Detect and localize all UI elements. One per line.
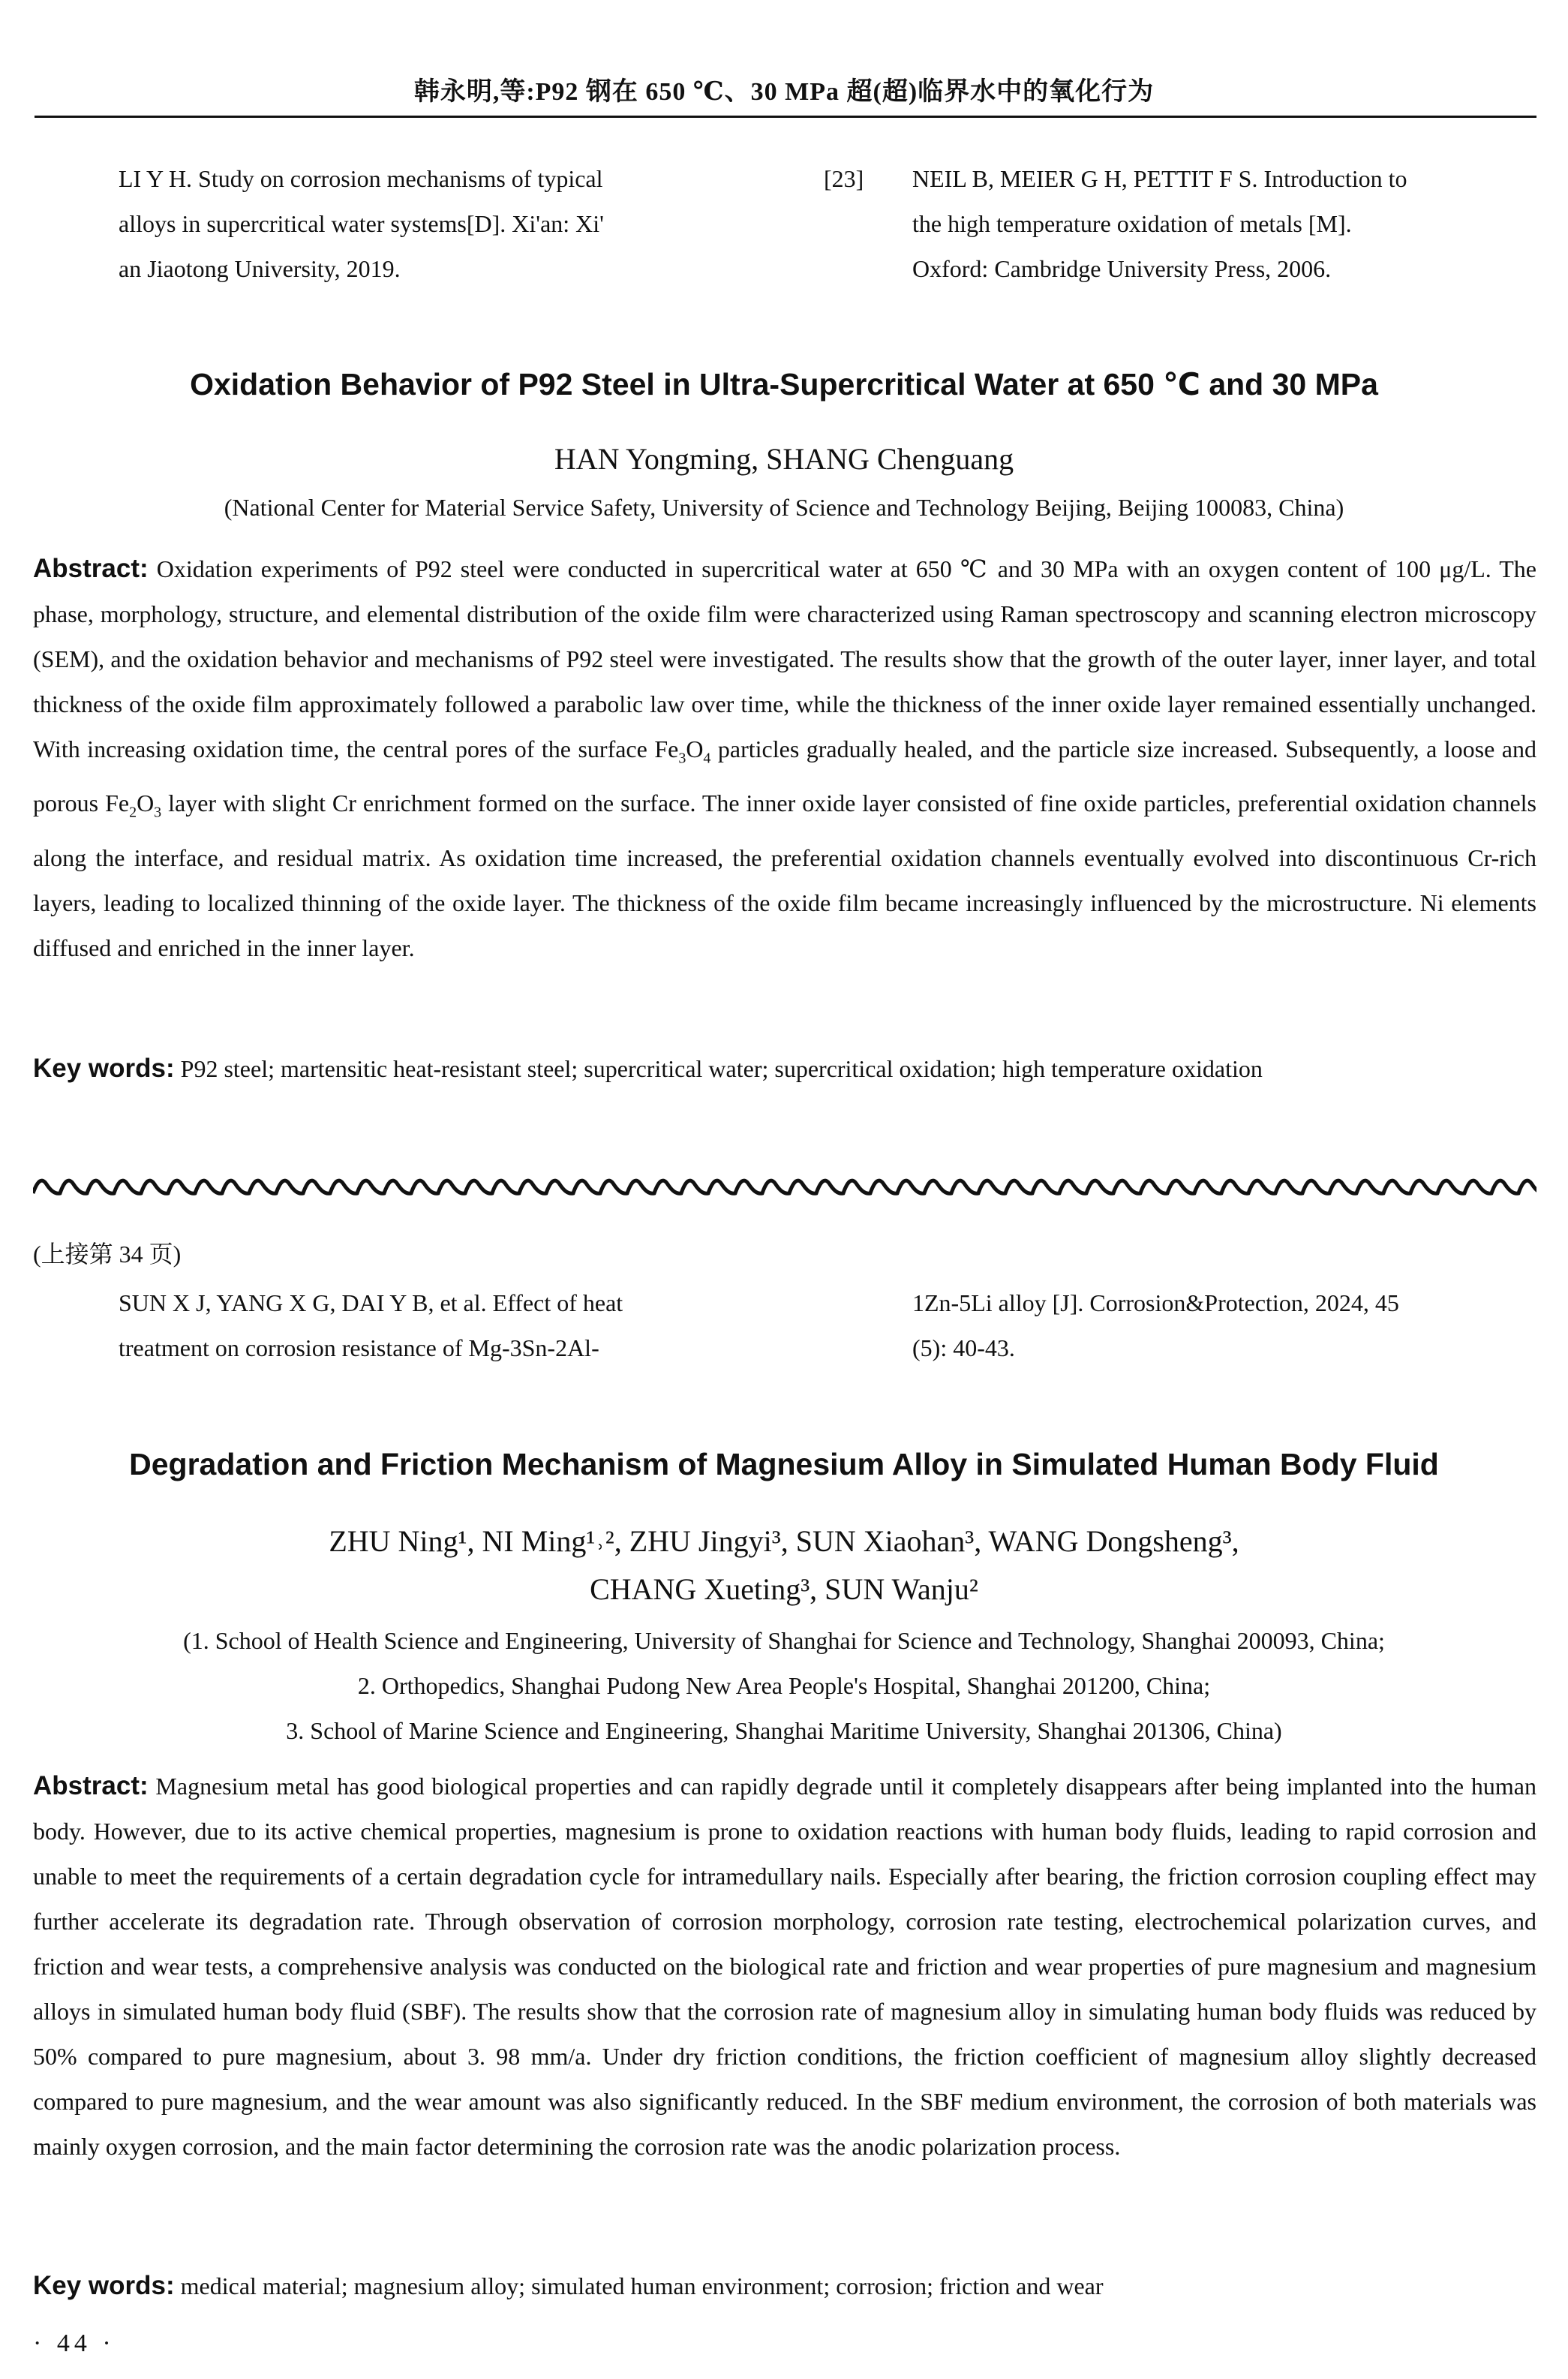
- abstract-text: Oxidation experiments of P92 steel were conducted in supercritical water at 650 ℃ and 30 MPa with an oxygen content of 100 μg/L. The phase, morphology, structure, and elemental distribution of the oxide film were characterized using Raman spectroscopy and scanning electron microscopy (SEM), and the oxidation behavior and mechanisms of P92 steel were investigated. The results show that the growth of the outer layer, inner layer, and total thickness of the oxide film approximately followed a parabolic law over time, while the thickness of the inner oxide layer remained essentially unchanged. With increasing oxidation time, the central pores of the surface: [33, 555, 1536, 762]
- paper2-affiliation-2: 2. Orthopedics, Shanghai Pudong New Area People's Hospital, Shanghai 201200, China;: [357, 1672, 1211, 1699]
- keywords-text: P92 steel; martensitic heat-resistant steel; supercritical water; supercritical oxidation; high temperature oxidation: [174, 1055, 1263, 1082]
- abstract-label: Abstract:: [33, 554, 149, 583]
- reference-mid-left: [119, 1280, 758, 1370]
- reference-line: (5): 40-43.: [912, 1334, 1015, 1361]
- reference-left-continued: [119, 156, 758, 291]
- paper1-authors: HAN Yongming, SHANG Chenguang: [554, 442, 1014, 476]
- paper2-authors-line1: ZHU Ning¹, NI Ming¹˒², ZHU Jingyi³, SUN Xiaohan³, WANG Dongsheng³,: [329, 1524, 1239, 1558]
- paper2-abstract: [33, 1764, 1536, 2169]
- wavy-separator: [33, 1171, 1536, 1201]
- fe2o3-formula: $Fe_2O_3$: [105, 789, 162, 821]
- fe3o4-formula: $Fe_3O_4$: [654, 735, 711, 767]
- paper1-abstract: [33, 546, 1536, 970]
- paper1-title: Oxidation Behavior of P92 Steel in Ultra-Supercritical Water at 650 ℃ and 30 MPa: [190, 367, 1378, 402]
- paper2-keywords: [33, 2263, 1536, 2308]
- page-number: · 44 ·: [33, 2329, 116, 2357]
- paper2-authors-line2: CHANG Xueting³, SUN Wanju²: [590, 1572, 978, 1606]
- reference-line: an Jiaotong University, 2019.: [119, 255, 401, 282]
- keywords-label: Key words:: [33, 1054, 175, 1083]
- reference-line: 1Zn-5Li alloy [J]. Corrosion&Protection, 2024, 45: [912, 1289, 1399, 1316]
- reference-line: Oxford: Cambridge University Press, 2006.: [912, 255, 1332, 282]
- reference-line: LI Y H. Study on corrosion mechanisms of typical: [119, 165, 603, 192]
- continued-from-note: (上接第 34 页): [33, 1241, 182, 1268]
- paper1-affiliation: (National Center for Material Service Safety, University of Science and Technology Beijing, Beijing 100083, China): [224, 494, 1344, 521]
- paper2-title: Degradation and Friction Mechanism of Magnesium Alloy in Simulated Human Body Fluid: [129, 1447, 1439, 1481]
- paper2-affiliation-1: (1. School of Health Science and Engineering, University of Shanghai for Science and Technology, Shanghai 200093, China;: [183, 1627, 1385, 1654]
- abstract-text: Magnesium metal has good biological properties and can rapidly degrade until it completely disappears after being implanted into the human body. However, due to its active chemical properties, magnesium is prone to oxidation reactions with human body fluids, leading to rapid corrosion and unable to meet the requirements of a certain degradation cycle for intramedullary nails. Especially after bearing, the friction corrosion coupling effect may further accelerate its degradation rate. Through observation of corrosion morphology, corrosion rate testing, electrochemical polarization curves, and friction and wear tests, a comprehensive analysis was conducted on the biological rate and friction and wear properties of pure magnesium and magnesium alloys in simulated human body fluid (SBF). The results show that the corrosion rate of magnesium alloy in simulating human body fluids was reduced by 50% compared to pure magnesium, about 3. 98 mm/a. Under dry friction conditions, the friction coefficient of magnesium alloy slightly decreased compared to pure magnesium, and the wear amount was also significantly reduced. In the SBF medium environment, the corrosion of both materials was mainly oxygen corrosion, and the main factor determining the corrosion rate was the anodic polarization process.: [33, 1773, 1536, 2160]
- reference-line: alloys in supercritical water systems[D]. Xi'an: Xi': [119, 210, 604, 237]
- reference-line: the high temperature oxidation of metals [M].: [912, 210, 1352, 237]
- paper1-keywords: [33, 1046, 1536, 1091]
- reference-line: NEIL B, MEIER G H, PETTIT F S. Introduction to: [912, 165, 1407, 192]
- keywords-label: Key words:: [33, 2271, 175, 2300]
- reference-mid-right: [912, 1280, 1551, 1370]
- abstract-text: layer with slight Cr enrichment formed on the surface. The inner oxide layer consisted of fine oxide particles, preferential oxidation channels along the interface, and residual matrix. As oxidation time increased, the preferential oxidation channels eventually evolved into discontinuous Cr-rich layers, leading to localized thinning of the oxide layer. The thickness of the oxide film became increasingly influenced by the microstructure. Ni elements diffused and enriched in the inner layer.: [33, 789, 1537, 961]
- keywords-text: medical material; magnesium alloy; simulated human environment; corrosion; friction and wear: [174, 2272, 1104, 2299]
- paper2-affiliation-3: 3. School of Marine Science and Engineering, Shanghai Maritime University, Shanghai 201306, China): [286, 1717, 1282, 1744]
- header-rule: [35, 116, 1536, 118]
- abstract-text: particles gradually healed, and the particle size increased. Subsequently, a loose and porous: [33, 735, 1537, 817]
- reference-number-23: [23]: [824, 165, 864, 192]
- reference-line: treatment on corrosion resistance of Mg-3Sn-2Al-: [119, 1334, 599, 1361]
- abstract-label: Abstract:: [33, 1771, 149, 1800]
- running-head: 韩永明,等:P92 钢在 650 ℃、30 MPa 超(超)临界水中的氧化行为: [413, 78, 1155, 106]
- reference-23: [912, 156, 1551, 291]
- reference-line: SUN X J, YANG X G, DAI Y B, et al. Effect of heat: [119, 1289, 623, 1316]
